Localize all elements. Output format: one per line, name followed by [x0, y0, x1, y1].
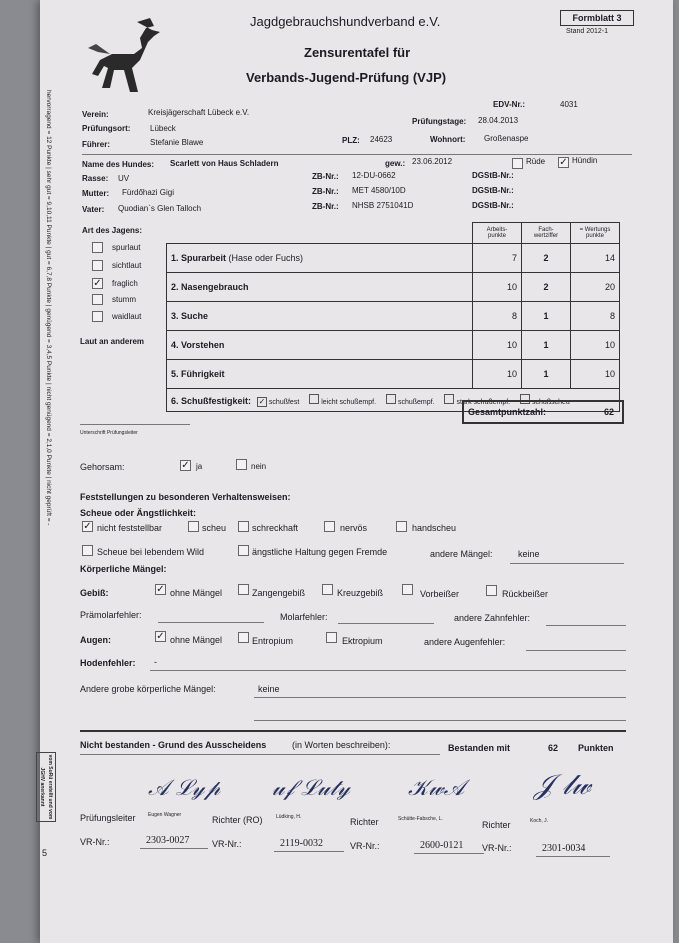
verein-value: Kreisjägerschaft Lübeck e.V. — [148, 108, 250, 117]
approval-stamp-text: vom SuRü erstellt und vom JGHV anerkannt — [39, 754, 53, 820]
fraglich-label: fraglich — [112, 279, 138, 288]
verein-label: Verein: — [82, 110, 109, 119]
praemolarfehler-label: Prämolarfehler: — [80, 610, 142, 620]
hodenfehler-line — [150, 670, 626, 671]
mutter-zb-label: ZB-Nr.: — [312, 187, 339, 196]
fachwertziffer-cell: 2 — [522, 273, 571, 302]
ektropium-label: Ektropium — [342, 636, 383, 646]
unterschrift-label: Unterschrift Prüfungsleiter — [80, 430, 138, 436]
andere-maengel-value: keine — [518, 549, 540, 559]
richter-2-label: Richter — [350, 817, 379, 827]
vr-label-1: VR-Nr.: — [80, 837, 110, 847]
schussscheu-label: schußscheu — [532, 398, 570, 406]
scheu-checkbox[interactable] — [188, 521, 199, 532]
fachwertziffer-cell: 1 — [522, 331, 571, 360]
vr-richter-2: 2600-0121 — [420, 840, 464, 851]
result-divider — [80, 730, 626, 732]
handscheu-checkbox[interactable] — [396, 521, 407, 532]
gebiss-ohne-maengel-label: ohne Mängel — [170, 588, 223, 598]
row-extra: (Hase oder Fuchs) — [228, 253, 304, 263]
stark-schussempf-checkbox[interactable] — [444, 394, 454, 404]
gehorsam-ja-checkbox[interactable]: ✓ — [181, 460, 190, 471]
vater-dgstb-label: DGStB-Nr.: — [472, 201, 514, 210]
form-version: Stand 2012-1 — [566, 28, 609, 35]
table-row — [167, 360, 620, 389]
nicht-bestanden-hint: (in Worten beschreiben): — [292, 740, 391, 750]
vr-pruefungsleiter: 2303-0027 — [146, 835, 190, 846]
scheue-title: Scheue oder Ängstlichkeit: — [80, 508, 197, 518]
nicht-bestanden-label: Nicht bestanden - Grund des Ausscheidens — [80, 740, 267, 750]
row-label: 5. Führigkeit — [167, 360, 473, 389]
stumm-checkbox[interactable] — [92, 294, 103, 305]
gew-value: 23.06.2012 — [412, 157, 453, 166]
signature-richter-3: 𝒥 𝓁𝓌 — [534, 768, 591, 801]
page-number: 5 — [42, 848, 48, 858]
vr-line-1 — [140, 848, 208, 849]
vr-richter-3: 2301-0034 — [542, 843, 586, 854]
vr-line-2 — [274, 851, 344, 852]
scheu-label: scheu — [202, 523, 227, 533]
hodenfehler-value: - — [154, 657, 157, 667]
molarfehler-label: Molarfehler: — [280, 612, 328, 622]
arbeitspunkte-cell: 7 — [473, 244, 522, 273]
mutter-dgstb-label: DGStB-Nr.: — [472, 186, 514, 195]
leicht-schussempf-label: leicht schußempf. — [321, 398, 377, 406]
aengstlich-label: ängstliche Haltung gegen Fremde — [252, 547, 388, 557]
divider — [82, 154, 632, 155]
vater-zb-label: ZB-Nr.: — [312, 202, 339, 211]
grobe-maengel-label: Andere grobe körperliche Mängel: — [80, 684, 216, 694]
vorbeisser-checkbox[interactable] — [402, 584, 413, 595]
schussfest-label: schußfest — [268, 398, 300, 406]
schreckhaft-label: schreckhaft — [252, 523, 299, 533]
pruefungsort-label: Prüfungsort: — [82, 124, 131, 133]
bestanden-punkte: 62 — [548, 743, 559, 753]
kreuzgebiss-label: Kreuzgebiß — [337, 588, 384, 598]
pruefungstage-value: 28.04.2013 — [478, 116, 519, 125]
header-blank — [167, 223, 473, 244]
fuehrer-value: Stefanie Blawe — [150, 138, 204, 147]
pruefungsort-value: Lübeck — [150, 124, 176, 133]
aengstlich-checkbox[interactable] — [238, 545, 249, 556]
pruefungstage-label: Prüfungstage: — [412, 117, 467, 126]
gebiss-label: Gebiß: — [80, 588, 109, 598]
table-row — [167, 302, 620, 331]
plz-value: 24623 — [370, 135, 393, 144]
waidlaut-checkbox[interactable] — [92, 311, 103, 322]
sichtlaut-label: sichtlaut — [112, 261, 142, 270]
augen-label: Augen: — [80, 635, 111, 645]
pruefungsleiter-name: Eugen Wagner — [148, 812, 182, 818]
andere-augenfehler-label: andere Augenfehler: — [424, 637, 506, 647]
feststellungen-title: Feststellungen zu besonderen Verhaltensweisen: — [80, 492, 291, 502]
arbeitspunkte-cell: 10 — [473, 331, 522, 360]
wertungspunkte-cell: 8 — [571, 302, 620, 331]
ruede-label: Rüde — [526, 157, 546, 166]
rueckbeisser-label: Rückbeißer — [502, 589, 549, 599]
grobe-line-2 — [254, 720, 626, 721]
signature-richter-2: 𝒦𝓌𝒜 — [408, 776, 465, 801]
richter-2-name: Schütte-Fabsche, L. — [398, 816, 443, 822]
zb-label: ZB-Nr.: — [312, 172, 339, 181]
molar-line — [338, 623, 434, 624]
vater-value: Quodian`s Glen Talloch — [118, 204, 202, 213]
fuehrer-label: Führer: — [82, 140, 110, 149]
grobe-maengel-value: keine — [258, 684, 280, 694]
form-number-box: Formblatt 3 — [560, 10, 634, 26]
dog-name-label: Name des Hundes: — [82, 160, 155, 169]
table-row — [167, 244, 620, 273]
nervoes-label: nervös — [340, 523, 368, 533]
wertungspunkte-cell: 20 — [571, 273, 620, 302]
andere-maengel-label: andere Mängel: — [430, 549, 493, 559]
row-label: 2. Nasengebrauch — [167, 273, 473, 302]
praemolar-line — [158, 622, 264, 623]
leicht-schussempf-checkbox[interactable] — [309, 394, 319, 404]
punkten-label: Punkten — [578, 743, 614, 753]
fachwertziffer-cell: 1 — [522, 360, 571, 389]
rueckbeisser-checkbox[interactable] — [486, 585, 497, 596]
bestanden-mit-label: Bestanden mit — [448, 743, 511, 753]
vr-richter-ro: 2119-0032 — [280, 838, 323, 849]
koerperliche-maengel-title: Körperliche Mängel: — [80, 564, 167, 574]
arbeitspunkte-cell: 10 — [473, 360, 522, 389]
gesamt-value: 62 — [603, 407, 614, 417]
plz-label: PLZ: — [342, 136, 360, 145]
edv-value: 4031 — [560, 100, 578, 109]
fachwertziffer-cell: 1 — [522, 302, 571, 331]
art-des-jagens-label: Art des Jagens: — [82, 226, 143, 235]
entropium-checkbox[interactable] — [238, 632, 249, 643]
mutter-label: Mutter: — [82, 189, 110, 198]
huendin-checkbox[interactable]: ✓ — [559, 157, 568, 168]
gehorsam-nein-checkbox[interactable] — [236, 459, 247, 470]
ruede-checkbox[interactable] — [512, 158, 523, 169]
gesamt-label: Gesamtpunktzahl: — [468, 407, 547, 417]
wertungspunkte-cell: 14 — [571, 244, 620, 273]
rasse-label: Rasse: — [82, 174, 109, 183]
richter-ro-name: Lüdking, H. — [276, 814, 302, 820]
augen-ohne-maengel-label: ohne Mängel — [170, 635, 223, 645]
hodenfehler-label: Hodenfehler: — [80, 658, 136, 668]
nicht-feststellbar-label: nicht feststellbar — [97, 523, 163, 533]
huendin-label: Hündin — [572, 156, 598, 165]
schuss-label: 6. Schußfestigkeit: — [171, 395, 252, 406]
pruefungsleiter-label: Prüfungsleiter — [80, 813, 136, 823]
grobe-line-1 — [254, 697, 626, 698]
arbeitspunkte-cell: 8 — [473, 302, 522, 331]
gew-label: gew.: — [385, 159, 406, 168]
schussfest-checkbox[interactable]: ✓ — [258, 396, 266, 406]
augen-ohne-maengel-checkbox[interactable]: ✓ — [156, 631, 165, 642]
col-arbeitspunkte: Arbeits- punkte — [473, 223, 522, 244]
wohnort-label: Wohnort: — [430, 135, 466, 144]
zangengebiss-label: Zangengebiß — [252, 588, 306, 598]
signature-pruefungsleiter: 𝒜 ℒ𝓎𝓅 — [148, 776, 221, 801]
schussempf-checkbox[interactable] — [386, 394, 396, 404]
rasse-value: UV — [118, 174, 130, 183]
zangengebiss-checkbox[interactable] — [238, 584, 249, 595]
org-name: Jagdgebrauchshundverband e.V. — [250, 14, 441, 29]
waidlaut-label: waidlaut — [112, 312, 142, 321]
zahnfehler-line — [546, 625, 626, 626]
page-title: Verbands-Jugend-Prüfung (VJP) — [246, 70, 447, 85]
stumm-label: stumm — [112, 295, 136, 304]
dog-logo-icon — [82, 14, 164, 104]
sichtlaut-checkbox[interactable] — [92, 260, 103, 271]
ektropium-checkbox[interactable] — [326, 632, 337, 643]
schussempf-label: schußempf. — [397, 398, 435, 406]
form-sheet — [40, 0, 673, 943]
scheue-wild-label: Scheue bei lebendem Wild — [97, 547, 205, 557]
stark-schussempf-label: stark schußempf. — [456, 398, 511, 406]
nervoes-checkbox[interactable] — [324, 521, 335, 532]
fachwertziffer-cell: 2 — [522, 244, 571, 273]
vater-label: Vater: — [82, 205, 105, 214]
entropium-label: Entropium — [252, 636, 294, 646]
arbeitspunkte-cell: 10 — [473, 273, 522, 302]
dgstb-label: DGStB-Nr.: — [472, 171, 514, 180]
kreuzgebiss-checkbox[interactable] — [322, 584, 333, 595]
table-row — [167, 331, 620, 360]
wertungspunkte-cell: 10 — [571, 331, 620, 360]
richter-3-label: Richter — [482, 820, 511, 830]
schreckhaft-checkbox[interactable] — [238, 521, 249, 532]
spurlaut-label: spurlaut — [112, 243, 141, 252]
approval-stamp-box — [36, 752, 56, 822]
laut-an-anderem-label: Laut an anderem — [80, 337, 145, 346]
vr-label-3: VR-Nr.: — [350, 841, 380, 851]
vr-label-4: VR-Nr.: — [482, 843, 512, 853]
signature-line — [80, 424, 190, 425]
andere-zahnfehler-label: andere Zahnfehler: — [454, 613, 531, 623]
title-line1: Zensurentafel für — [304, 45, 411, 60]
vorbeisser-label: Vorbeißer — [420, 589, 460, 599]
zb-value: 12-DU-0662 — [352, 171, 396, 180]
vr-label-2: VR-Nr.: — [212, 839, 242, 849]
mutter-value: Fürdőhazi Gigi — [122, 188, 175, 197]
augenfehler-line — [526, 650, 626, 651]
signature-richter-ro: 𝓊𝒻 ℒ𝓊𝓉𝓎 — [272, 776, 350, 801]
andere-maengel-line — [510, 563, 624, 564]
grund-line — [80, 754, 440, 755]
row-label: 3. Suche — [167, 302, 473, 331]
wertungspunkte-cell: 10 — [571, 360, 620, 389]
spurlaut-checkbox[interactable] — [92, 242, 103, 253]
gehorsam-ja-label: ja — [196, 462, 203, 471]
handscheu-label: handscheu — [412, 523, 457, 533]
vater-zb-value: NHSB 2751041D — [352, 201, 414, 210]
gehorsam-label: Gehorsam: — [80, 462, 125, 472]
grading-scale-sidebar — [38, 90, 58, 730]
scheue-wild-checkbox[interactable] — [82, 545, 93, 556]
gehorsam-nein-label: nein — [251, 462, 267, 471]
wohnort-value: Großenaspe — [484, 134, 529, 143]
col-fachwertziffer: Fach- wertziffer — [522, 223, 571, 244]
gebiss-ohne-maengel-checkbox[interactable]: ✓ — [156, 584, 165, 595]
grading-scale-text: hervorragend = 12 Punkte | sehr gut = 9,10,11 Punkte | gut = 6,7,8 Punkte | genügend = 3,4,5 Punkte | nicht genügend = 2,1,0 Punkte | nicht geprüft = - — [45, 90, 52, 526]
edv-label: EDV-Nr.: — [493, 100, 526, 109]
dog-name-value: Scarlett von Haus Schladern — [170, 159, 279, 168]
richter-ro-label: Richter (RO) — [212, 815, 263, 825]
row-label: 4. Vorstehen — [167, 331, 473, 360]
nicht-feststellbar-checkbox[interactable]: ✓ — [83, 521, 92, 532]
gesamtpunktzahl-box — [462, 400, 624, 424]
score-table — [166, 222, 620, 412]
fraglich-checkbox[interactable]: ✓ — [93, 278, 102, 289]
col-wertungspunkte: = Wertungs punkte — [571, 223, 620, 244]
mutter-zb-value: MET 4580/10D — [352, 186, 406, 195]
row-label: 1. Spurarbeit — [171, 253, 227, 263]
richter-3-name: Koch, J. — [530, 818, 549, 824]
vr-line-3 — [414, 853, 484, 854]
vr-line-4 — [536, 856, 610, 857]
table-row — [167, 273, 620, 302]
